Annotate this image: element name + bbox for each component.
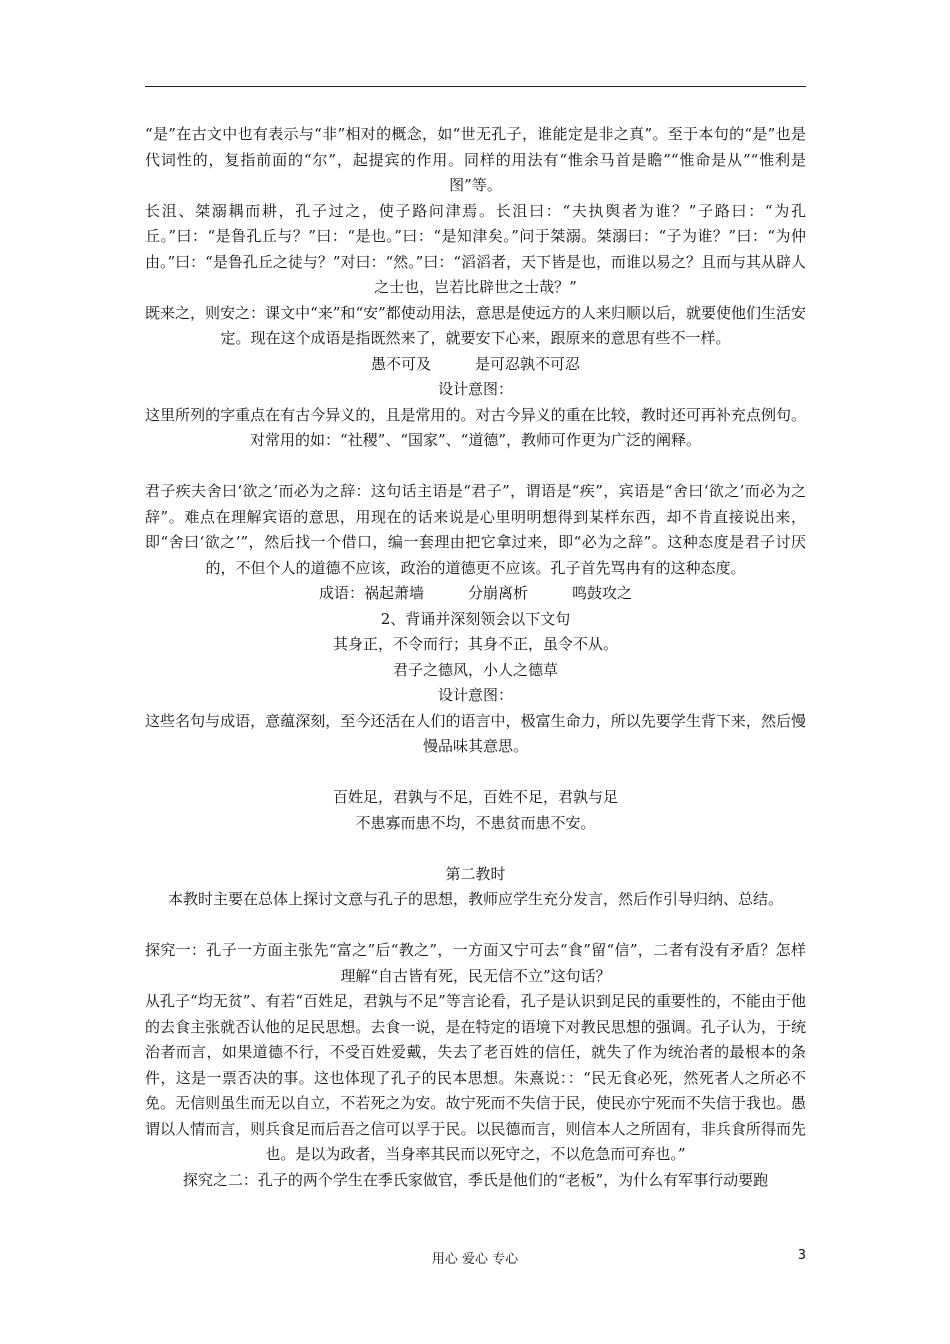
design-intent-heading: 设计意图： bbox=[437, 380, 513, 398]
lesson-intro: 本教时主要在总体上探讨文意与孔子的思想，教师应学生充分发言，然后作引导归纳、总结。 bbox=[167, 890, 783, 908]
spacer bbox=[145, 836, 806, 862]
idiom: 愚不可及 bbox=[370, 354, 431, 373]
explore-question-1: 探究一：孔子一方面主张先“富之”后“教之”，一方面又宁可去“食”留“信”，二者有没有矛盾？怎样理解“自古皆有死，民无信不立”这句话？ bbox=[145, 941, 806, 985]
design-intent-text: 这些名句与成语，意蕴深刻，至今还活在人们的语言中，极富生命力，所以先要学生背下来，然后慢慢品味其意思。 bbox=[145, 711, 806, 755]
footer-motto: 用心 爱心 专心 bbox=[431, 1252, 519, 1267]
quote-line: 不患寡而患不均，不患贫而患不安。 bbox=[355, 813, 596, 832]
quote-line: 百姓足，君孰与不足，百姓不足，君孰与足 bbox=[332, 788, 618, 806]
design-intent-heading: 设计意图： bbox=[437, 686, 513, 704]
design-intent-text: 这里所列的字重点在有古今异义的，且是常用的。对古今异义的重在比较，教时还可再补充点例句。对常用的如：“社稷”、“国家”、“道德”，教师可作更为广泛的阐释。 bbox=[145, 405, 806, 449]
page-number: 3 bbox=[797, 1248, 806, 1263]
recite-heading: 2、背诵并深刻领会以下文句 bbox=[380, 609, 571, 628]
explore-question-2: 探究之二：孔子的两个学生在季氏家做官，季氏是他们的“老板”，为什么有军事行动要跑 bbox=[182, 1170, 769, 1189]
quote-line: 其身正，不令而行；其身不正，虽令不从。 bbox=[332, 635, 618, 653]
idioms-line-2 bbox=[145, 581, 806, 607]
paragraph-changju-jieni: 长沮、桀溺耦而耕，孔子过之，使子路问津焉。长沮曰：“夫执舆者为谁？”子路曰：“为孔丘。”曰：“是鲁孔丘与？”曰：“是也。”曰：“是知津矣。”问于桀溺。桀溺曰：“子为谁？”曰：“为仲由。”曰：“是鲁孔丘之徒与？”对曰：“然。”曰：“滔滔者，天下皆是也，而谁以易之？且而与其从辟人之士也，岂若比辟世之士哉？” bbox=[145, 201, 807, 296]
idiom: 分崩离析 bbox=[467, 584, 528, 602]
paragraph-shi-pronoun: “是”在古文中也有表示与“非”相对的概念，如“世无孔子，谁能定是非之真”。至于本句的“是”也是代词性的，复指前面的“尔”，起提宾的作用。同样的用法有“惟余马首是瞻”“惟命是从”“惟利是图”等。 bbox=[145, 125, 806, 194]
page-body bbox=[145, 122, 806, 1193]
paragraph-jilaizhi: 既来之，则安之：课文中“来”和“安”都使动用法，意思是使远方的人来归顺以后，就要使他们生活安定。现在这个成语是指既然来了，就要安下心来，跟原来的意思有些不一样。 bbox=[145, 303, 806, 347]
spacer bbox=[145, 760, 806, 786]
idiom: 是可忍孰不可忍 bbox=[475, 354, 581, 373]
idiom: 鸣鼓攻之 bbox=[572, 584, 633, 602]
quote-line: 君子之德风，小人之德草 bbox=[392, 660, 558, 679]
paragraph-junzi-jifu: 君子疾夫舍曰‘欲之’而必为之辞：这句话主语是“君子”，谓语是“疾”，宾语是“舍曰‘欲之’而必为之辞”。难点在理解宾语的意思，用现在的话来说是心里明明想得到某样东西，却不肯直接说出来，即“舍曰‘欲之’”，然后找一个借口，编一套理由把它拿过来，即“必为之辞”。这种态度是君子讨厌的，不但个人的道德不应该，政治的道德更不应该。孔子首先骂冉有的这种态度。 bbox=[145, 482, 806, 577]
idioms-label: 成语：祸起萧墙 bbox=[318, 584, 424, 602]
idioms-line-1 bbox=[145, 352, 806, 378]
explore-answer-1: 从孔子“均无贫”、有若“百姓足，君孰与不足”等言论看，孔子是认识到足民的重要性的，不能由于他的去食主张就否认他的足民思想。去食一说，是在特定的语境下对教民思想的强调。孔子认为，于统治者而言，如果道德不行，不受百姓爱戴，失去了老百姓的信任，就失了作为统治者的最根本的条件，这是一票否决的事。这也体现了孔子的民本思想。朱熹说：：“民无食必死，然死者人之所必不免。无信则虽生而无以自立，不若死之为安。故宁死而不失信于民，使民亦宁死而不失信于我也。愚谓以人情而言，则兵食足而后吾之信可以孚于民。以民德而言，则信本人之所固有，非兵食所得而先也。是以为政者，当身率其民而以死守之，不以危急而可弃也。” bbox=[145, 992, 806, 1163]
spacer bbox=[145, 913, 806, 939]
spacer bbox=[145, 454, 806, 480]
lesson-heading: 第二教时 bbox=[445, 864, 506, 883]
header-rule bbox=[145, 86, 806, 87]
